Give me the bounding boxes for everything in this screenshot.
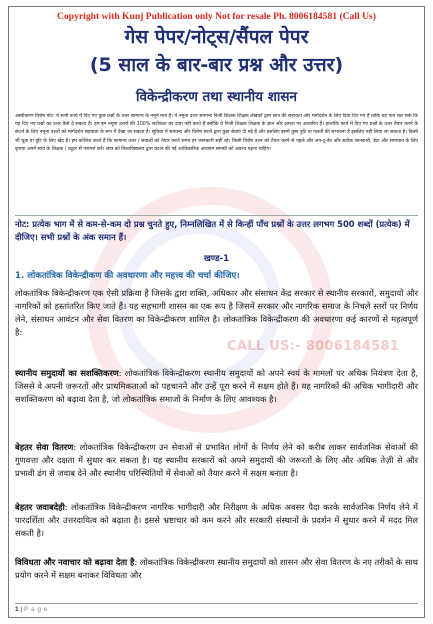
section-heading: खण्ड-1 xyxy=(203,254,230,264)
page-footer xyxy=(15,603,418,613)
instruction-note: नोट: प्रत्येक भाग में से कम-से-कम दो प्रश्न चुनते हुए, निम्नलिखित में से किन्हीं पाँच प्रश्नों के उत्तर लगभग 500 शब्दों (प्रत्येक) में दीजिए। सभी प्रश्नों के अंक समान हैं। xyxy=(15,215,418,244)
paragraph-lead: बेहतर जवाबदेही xyxy=(15,502,65,512)
topic-heading: विकेन्द्रीकरण तथा स्थानीय शासन xyxy=(136,89,297,105)
paragraph-text: लोकतांत्रिक विकेन्द्रीकरण एक ऐसी प्रक्रिया है जिसके द्वारा शक्ति, अधिकार और संसाधन केंद्र सरकार से स्थानीय सरकारों, समुदायों और नागरिकों को हस्तांतरित किए जाते हैं। यह सहभागी शासन का एक रूप है जिसमें सरकार और नागरिक समाज के निचले स्तरों पर निर्णय लेने, संसाधन आवंटन और सेवा वितरण का विकेन्द्रीकरण शामिल है। लोकतांत्रिक विकेन्द्रीकरण की अवधारणा कई कारणों से महत्वपूर्ण है: xyxy=(15,288,418,337)
paragraph-text: : लोकतांत्रिक विकेन्द्रीकरण स्थानीय समुदायों को शासन और सेवा वितरण के नए तरीकों के साथ प्रयोग करने में सक्षम बनाकर विविधता और xyxy=(15,557,418,580)
footer-separator: | xyxy=(18,606,24,613)
paragraph-lead: विविधता और नवाचार को बढ़ावा देता है xyxy=(15,557,135,567)
paragraph-accountability xyxy=(15,501,418,540)
paragraph-service xyxy=(15,441,418,480)
page-number: 1 xyxy=(15,606,19,613)
paragraph-text: : लोकतांत्रिक विकेन्द्रीकरण स्थानीय समुदायों को अपने स्वयं के मामलों पर अधिक नियंत्रण देता है, जिससे वे अपनी जरूरतों और प्राथमिकताओं को पहचानने और उन्हें पूरा करने में सक्षम होते हैं। यह नागरिकों की अधिक भागीदारी और सशक्तिकरण को बढ़ावा देता है, जो लोकतांत्रिक समाजों के निर्माण के लिए आवश्यक है। xyxy=(15,368,418,404)
page-label: P a g e xyxy=(23,606,48,613)
copyright-line: Copyright with Kunj Publication only Not for resale Ph. 8006184581 (Call Us) xyxy=(57,11,376,22)
page-title: गेस पेपर/नोट्स/सैंपल पेपर xyxy=(124,26,309,48)
document-page xyxy=(8,6,425,618)
watermark-text: CALL US:- 8006184581 xyxy=(227,339,400,354)
question-heading: 1. लोकतांत्रिक विकेन्द्रीकण की अवधारणा और महत्त्व की चर्चा कीजिए। xyxy=(15,271,240,281)
paragraph-lead: स्थानीय समुदायों का सशक्तिकरण xyxy=(15,368,119,378)
paragraph-text: : लोकतांत्रिक विकेन्द्रीकरण नागरिक भागीदारी और निरीक्षण के अधिक अवसर पैदा करके सार्वजनिक निर्णय लेने में पारदर्शिता और उत्तरदायित्व को बढ़ाता है। इससे भ्रष्टाचार को कम करने और सरकारी संस्थानों के प्रदर्शन में सुधार करने में मदद मिल सकती है। xyxy=(15,502,418,538)
disclaimer-text: अस्वीकरण विशेष नोट: ये सभी कार्य में दिए गए कुछ प्रश्नों के उत्तर सामान्य के नमूने मात्र हैं। ये नमूना उत्तर सामान्य निजी शिक्षक शिक्षक लेखकों द्वारा छात्र की सहायता और मार्गदर्शन के लिए दिया दिए गए हैं ताकि यह पता चल सके कि यह दिए गए प्रश्नों का उत्तर कैसे दे सकता है। हम इन नमूना उत्तरों की 100% सटीकता का दावा नहीं करते हैं क्योंकि ये निजी शिक्षक शिक्षक के ज्ञान और क्षमता पर आधारित हैं। हालांकि कार्य में दिए गए प्रश्नों के उत्तर तैयार करने के संदर्भ के लिए नमूना उत्तरों को मार्गदर्शन सहायता के रूप में देखा जा सकता है। सुविधा में सामान्य और विशेष छात्रों द्वारा कुछ सेवाएं दी गई हैं और इसलिए इसमें कुछ त्रुटि या गलती की संभावना है इसलिए नहीं लिया जा सकता है। किसी भी चूक या त्रुटि के लिए खेद है। हम कोशिश करते हैं कि सामान्य उत्तर / सवालों को तैयार करते समय हर जानकारी सही रहे। किसी विशेष उत्तर को तैयार करने से पहले और अप-टू-डेट और सटीक जानकारी, डेटा और समाधान के लिए कृपया अपने स्वयं के शिक्षक / ट्यूटर से परामर्श करें। छात्र को विश्वविद्यालय द्वारा प्रदान की गई आधिकारिक अध्ययन सामग्री को अवश्य पढ़ना चाहिए। xyxy=(15,114,418,152)
paragraph-lead: बेहतर सेवा वितरण xyxy=(15,442,74,452)
paragraph-intro xyxy=(15,287,418,339)
paragraph-diversity xyxy=(15,556,418,582)
paragraph-text: : लोकतांत्रिक विकेन्द्रीकरण उन सेवाओं से प्रभावित लोगों के निर्णय लेने को करीब लाकर सार्वजनिक सेवाओं की गुणवत्ता और दक्षता में सुधार कर सकता है। यह स्थानीय सरकारों को अपने समुदायों की जरूरतों के लिए और अधिक तेज़ी से और प्रभावी ढंग से जवाब देने और स्थानीय परिस्थितियों में सेवाओं को तैयार करने में सक्षम बनाता है। xyxy=(15,442,418,478)
page-subtitle: (5 साल के बार-बार प्रश्न और उत्तर) xyxy=(89,54,344,76)
paragraph-empowerment xyxy=(15,367,418,406)
